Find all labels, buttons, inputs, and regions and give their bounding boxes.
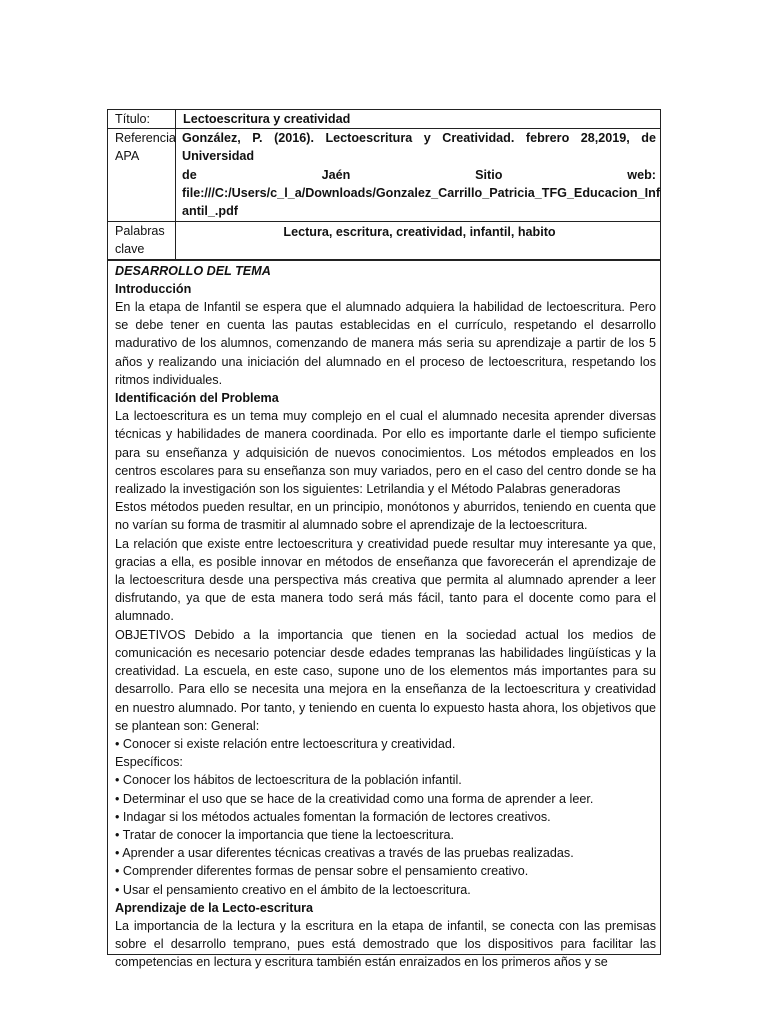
specific-objective: • Conocer los hábitos de lectoescritura de la población infantil.	[115, 773, 462, 788]
keywords-value: Lectura, escritura, creatividad, infantil, habito	[176, 222, 661, 260]
specific-objective: • Usar el pensamiento creativo en el ámbito de la lectoescritura.	[115, 882, 471, 897]
intro-paragraph: En la etapa de Infantil se espera que el alumnado adquiera la habilidad de lectoescritura. Pero se debe tener en cuenta las pautas establecidas en el currículo, respetando el desarrollo madurativo de los alumnos, comenzando de manera más seria su aprendizaje a partir de los 5 años y realizando una iniciación del alumnado en el proceso de lectoescritura, respetando los ritmos individuales.	[115, 300, 656, 387]
specific-objective: • Tratar de conocer la importancia que tiene la lectoescritura.	[115, 827, 455, 842]
general-objective: • Conocer si existe relación entre lectoescritura y creatividad.	[115, 736, 456, 751]
title-label: Título:	[108, 110, 176, 129]
keywords-label: Palabras clave	[108, 222, 176, 260]
keywords-row	[108, 222, 661, 260]
learning-paragraph: La importancia de la lectura y la escritura en la etapa de infantil, se conecta con las premisas sobre el desarrollo temprano, pues está demostrado que los dispositivos para facilitar las competencias en lectura y escritura también están enraizados en los primeros años y se	[115, 918, 656, 970]
body-cell	[108, 260, 661, 970]
problem-heading: Identificación del Problema	[115, 391, 279, 406]
problem-paragraph-1: La lectoescritura es un tema muy complejo en el cual el alumnado necesita aprender diversas técnicas y habilidades de manera coordinada. Por ello es importante darle el tiempo suficiente para su enseñanza y adquisición de nuevos conocimientos. Los métodos empleados en los centros escolares para su enseñanza son muy variados, pero en el caso del centro donde se ha realizado la investigación son los siguientes: Letrilandia y el Método Palabras generadoras	[115, 409, 656, 497]
body-row	[108, 260, 661, 955]
intro-heading: Introducción	[115, 281, 192, 296]
reference-line-4: antil_.pdf	[182, 204, 238, 219]
topic-heading: DESARROLLO DEL TEMA	[115, 263, 271, 278]
title-row	[108, 110, 661, 129]
title-value: Lectoescritura y creatividad	[176, 110, 661, 129]
reference-line-2: de Jaén Sitio web:	[182, 167, 656, 182]
reference-line-1: González, P. (2016). Lectoescritura y Creatividad. febrero 28,2019, de Universidad	[182, 131, 656, 164]
reference-value	[176, 129, 661, 222]
objectives-paragraph: OBJETIVOS Debido a la importancia que tienen en la sociedad actual los medios de comunicación es necesario potenciar desde edades tempranas las habilidades lingüísticas y la creatividad. La escuela, en este caso, supone uno de los elementos más importantes para su desarrollo. Para ello se necesita una mejora en la enseñanza de la lectoescritura y creatividad en nuestro alumnado. Por tanto, y teniendo en cuenta lo expuesto hasta ahora, los objetivos que se plantean son: General:	[115, 627, 656, 733]
specific-objective: • Determinar el uso que se hace de la creatividad como una forma de aprender a leer.	[115, 791, 594, 806]
problem-paragraph-2: Estos métodos pueden resultar, en un principio, monótonos y aburridos, teniendo en cuenta que no varían su forma de trasmitir al alumnado sobre el aprendizaje de la lectoescritura.	[115, 500, 656, 533]
reference-line-3: file:///C:/Users/c_l_a/Downloads/Gonzalez_Carrillo_Patricia_TFG_Educacion_Inf	[182, 185, 661, 200]
reference-label: Referencia APA	[108, 129, 176, 222]
body-content	[115, 262, 656, 970]
reference-row	[108, 129, 661, 222]
problem-paragraph-3: La relación que existe entre lectoescritura y creatividad puede resultar muy interesante ya que, gracias a ella, es posible innovar en métodos de enseñanza que favorecerán el aprendizaje de la lectoescritura desde una perspectiva más creativa que permita al alumnado aprender a leer disfrutando, ya que de esta manera todo será más fácil, tanto para el docente como para el alumnado.	[115, 536, 656, 624]
specific-label: Específicos:	[115, 755, 183, 770]
specific-objective: • Indagar si los métodos actuales fomentan la formación de lectores creativos.	[115, 809, 551, 824]
learning-heading: Aprendizaje de la Lecto-escritura	[115, 900, 314, 915]
summary-table	[107, 109, 661, 970]
specific-objective: • Aprender a usar diferentes técnicas creativas a través de las pruebas realizadas.	[115, 846, 574, 861]
specific-objective: • Comprender diferentes formas de pensar sobre el pensamiento creativo.	[115, 864, 529, 879]
